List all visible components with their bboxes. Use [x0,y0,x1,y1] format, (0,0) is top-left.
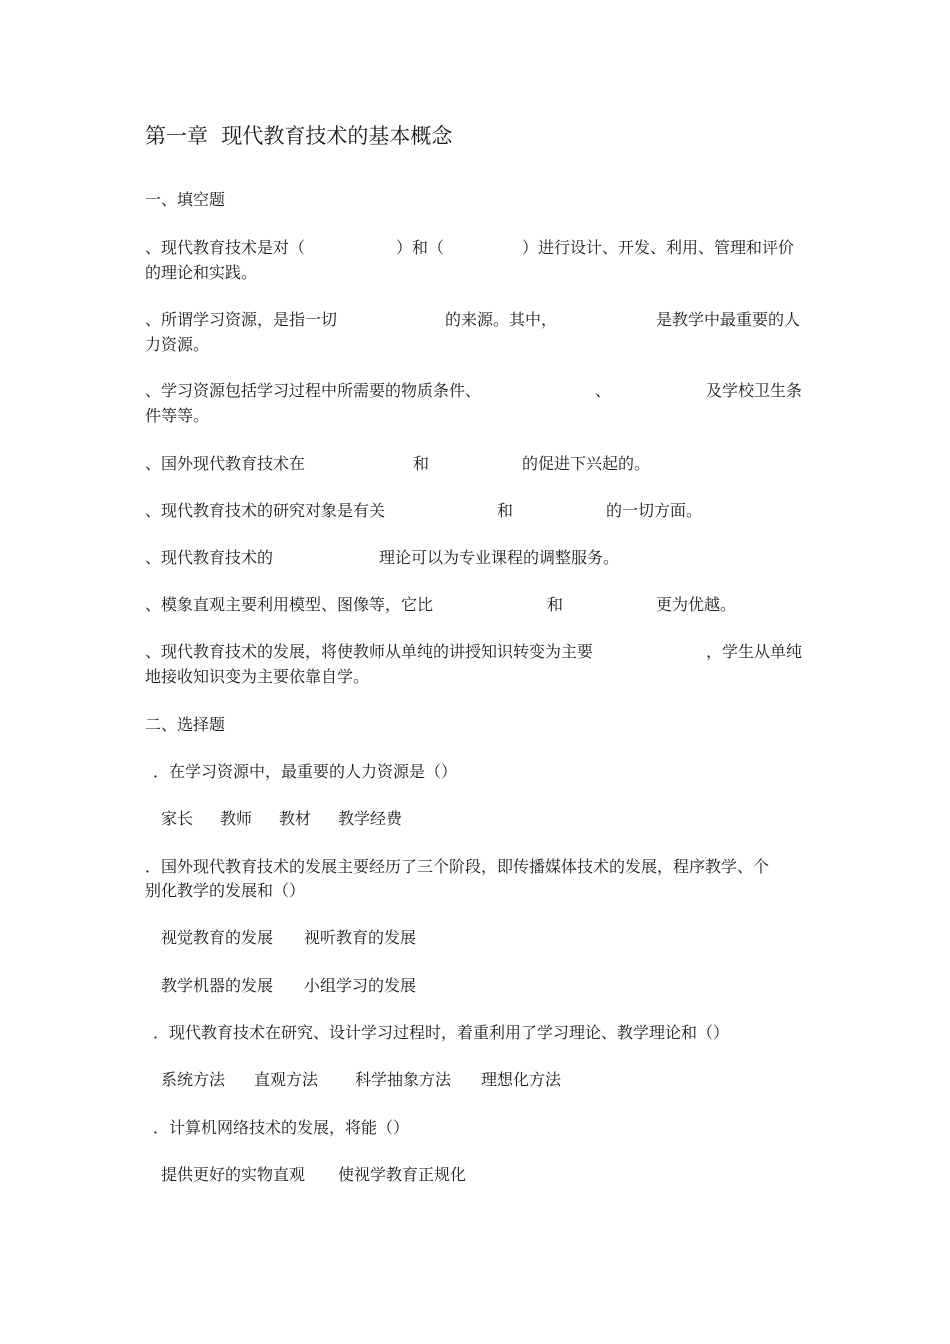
question-text: 和 [497,501,514,520]
question-text-continued: 力资源。 [145,335,210,354]
question-text: ）进行设计、开发、利用、管理和评价 [522,238,795,257]
question-stem: ．计算机网络技术的发展，将能（） [153,1118,410,1137]
question-text: 、所谓学习资源，是指一切 [145,310,338,329]
question-text: 是教学中最重要的人 [656,310,801,329]
question-stem: ．现代教育技术在研究、设计学习过程时，着重利用了学习理论、教学理论和（） [153,1023,730,1042]
answer-option: 提供更好的实物直观 [161,1165,306,1184]
question-text: 的一切方面。 [606,501,703,520]
question-text-continued: 地接收知识变为主要依靠自学。 [145,667,370,686]
question-text: 及学校卫生条 [706,381,803,400]
answer-option: 使视学教育正规化 [338,1165,467,1184]
answer-option: 教学经费 [338,809,403,828]
answer-option: 教学机器的发展 [161,976,274,995]
question-stem: ．在学习资源中，最重要的人力资源是（） [153,762,458,781]
answer-option: 科学抽象方法 [355,1070,452,1089]
question-text: 理论可以为专业课程的调整服务。 [379,548,620,567]
question-text: ，学生从单纯 [706,642,803,661]
question-text: 更为优越。 [656,595,737,614]
answer-option: 家长 [161,809,194,828]
question-text: 、现代教育技术的发展，将使教师从单纯的讲授知识转变为主要 [145,642,594,661]
question-text: 的来源。其中， [445,310,558,329]
question-text: 、现代教育技术的 [145,548,274,567]
answer-option: 直观方法 [254,1070,319,1089]
section-heading-fill-in: 一、填空题 [145,190,226,209]
chapter-title: 第一章 现代教育技术的基本概念 [145,124,453,148]
question-text: ）和（ [396,238,445,257]
answer-option: 小组学习的发展 [304,976,417,995]
question-text-continued: 件等等。 [145,406,210,425]
question-text: 、现代教育技术的研究对象是有关 [145,501,386,520]
answer-option: 理想化方法 [481,1070,562,1089]
question-stem-continued: 别化教学的发展和（） [145,881,306,900]
question-text: 、 [595,381,612,400]
answer-option: 视听教育的发展 [304,928,417,947]
answer-option: 视觉教育的发展 [161,928,274,947]
answer-option: 教材 [279,809,312,828]
section-heading-multiple-choice: 二、选择题 [145,715,226,734]
question-text: 和 [547,595,564,614]
question-stem: ．国外现代教育技术的发展主要经历了三个阶段，即传播媒体技术的发展，程序教学、个 [145,857,770,876]
question-text: 、国外现代教育技术在 [145,454,306,473]
question-text: 、学习资源包括学习过程中所需要的物质条件、 [145,381,482,400]
question-text: 的促进下兴起的。 [522,454,651,473]
answer-option: 系统方法 [161,1070,226,1089]
question-text: 、模象直观主要利用模型、图像等，它比 [145,595,434,614]
question-text: 和 [413,454,430,473]
question-text-continued: 的理论和实践。 [145,263,258,282]
answer-option: 教师 [220,809,253,828]
question-text: 、现代教育技术是对（ [145,238,306,257]
